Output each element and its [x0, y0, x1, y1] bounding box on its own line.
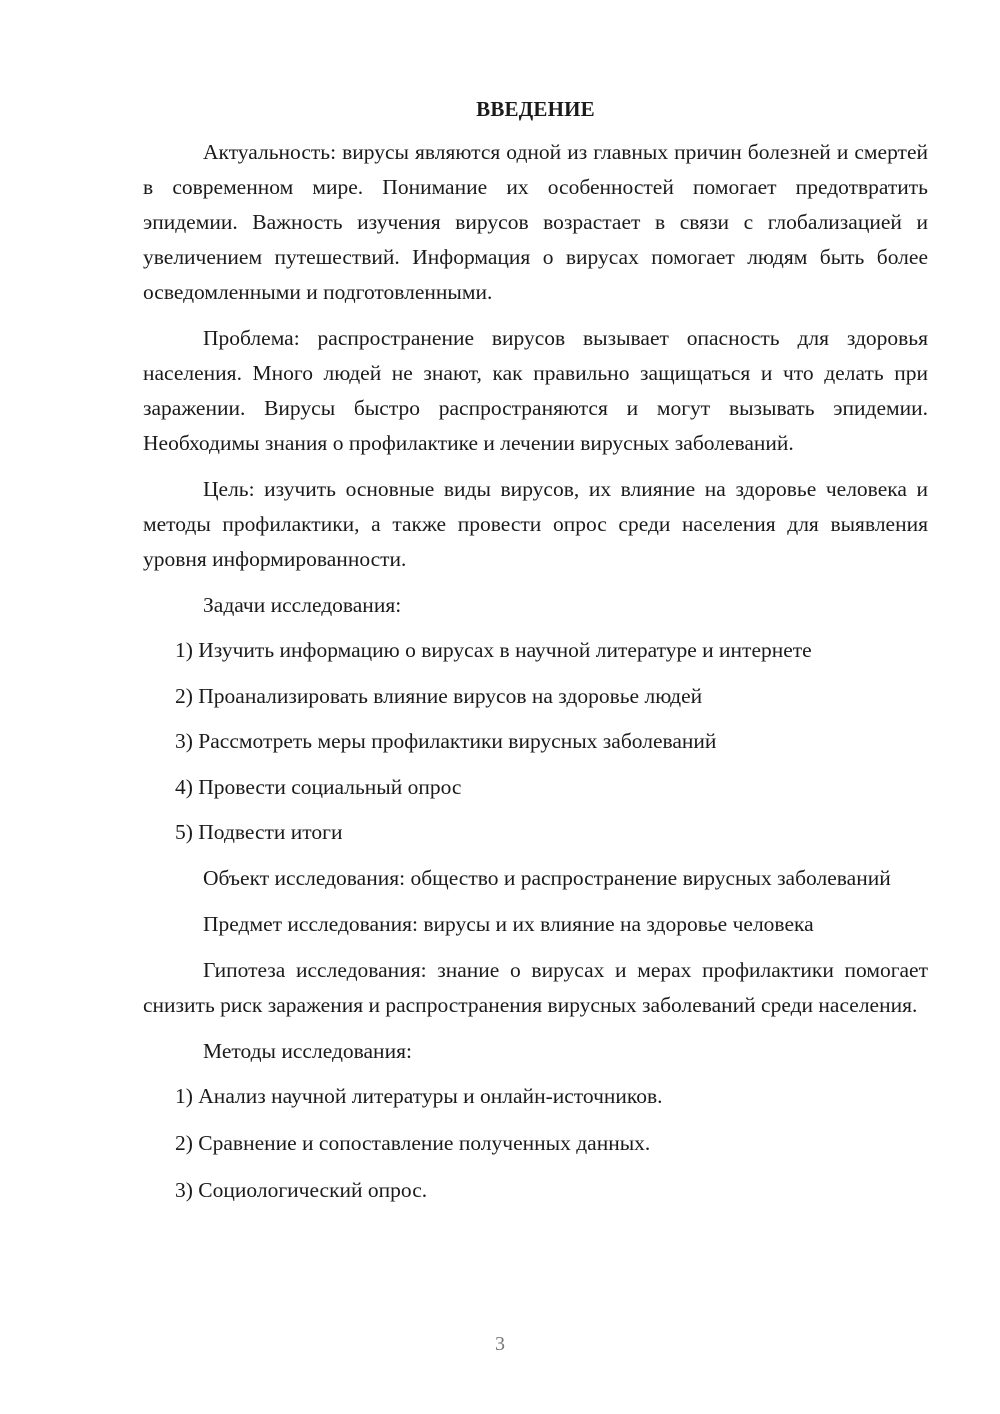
list-item: 4) Провести социальный опрос	[175, 774, 462, 799]
problem-paragraph: Проблема: распространение вирусов вызывает опасность для здоровья населения. Много людей не знают, как правильно защищаться и что делать при заражении. Вирусы быстро распространяются и могут вызывать эпидемии. Необходимы знания о профилактике и лечении вирусных заболеваний.	[143, 326, 928, 455]
methods-label: Методы исследования:	[203, 1038, 412, 1063]
tasks-label: Задачи исследования:	[203, 593, 402, 617]
list-item: 1) Анализ научной литературы и онлайн-источников.	[175, 1083, 663, 1108]
methods-list	[143, 1079, 928, 1208]
list-item: 2) Сравнение и сопоставление полученных данных.	[175, 1130, 651, 1155]
list-item: 3) Социологический опрос.	[175, 1177, 428, 1202]
page-number: 3	[495, 1333, 505, 1355]
list-item: 3) Рассмотреть меры профилактики вирусных заболеваний	[175, 729, 717, 753]
list-item: 2) Проанализировать влияние вирусов на здоровье людей	[175, 683, 703, 708]
section-heading: ВВЕДЕНИЕ	[476, 97, 595, 121]
list-item: 1) Изучить информацию о вирусах в научной литературе и интернете	[175, 638, 812, 662]
list-item: 5) Подвести итоги	[175, 820, 343, 844]
document-page	[143, 92, 928, 1220]
subject-paragraph: Предмет исследования: вирусы и их влияние на здоровье человека	[203, 911, 814, 936]
goal-paragraph: Цель: изучить основные виды вирусов, их влияние на здоровье человека и методы профилактики, а также провести опрос среди населения для выявления уровня информированности.	[143, 477, 928, 571]
object-paragraph: Объект исследования: общество и распространение вирусных заболеваний	[203, 865, 891, 890]
hypothesis-paragraph: Гипотеза исследования: знание о вирусах и мерах профилактики помогает снизить риск заражения и распространения вирусных заболеваний среди населения.	[143, 957, 928, 1017]
relevance-paragraph: Актуальность: вирусы являются одной из главных причин болезней и смертей в современном мире. Понимание их особенностей помогает предотвратить эпидемии. Важность изучения вирусов возрастает в связи с глобализацией и увеличением путешествий. Информация о вирусах помогает людям быть более осведомленными и подготовленными.	[143, 140, 928, 304]
tasks-list	[143, 633, 928, 850]
